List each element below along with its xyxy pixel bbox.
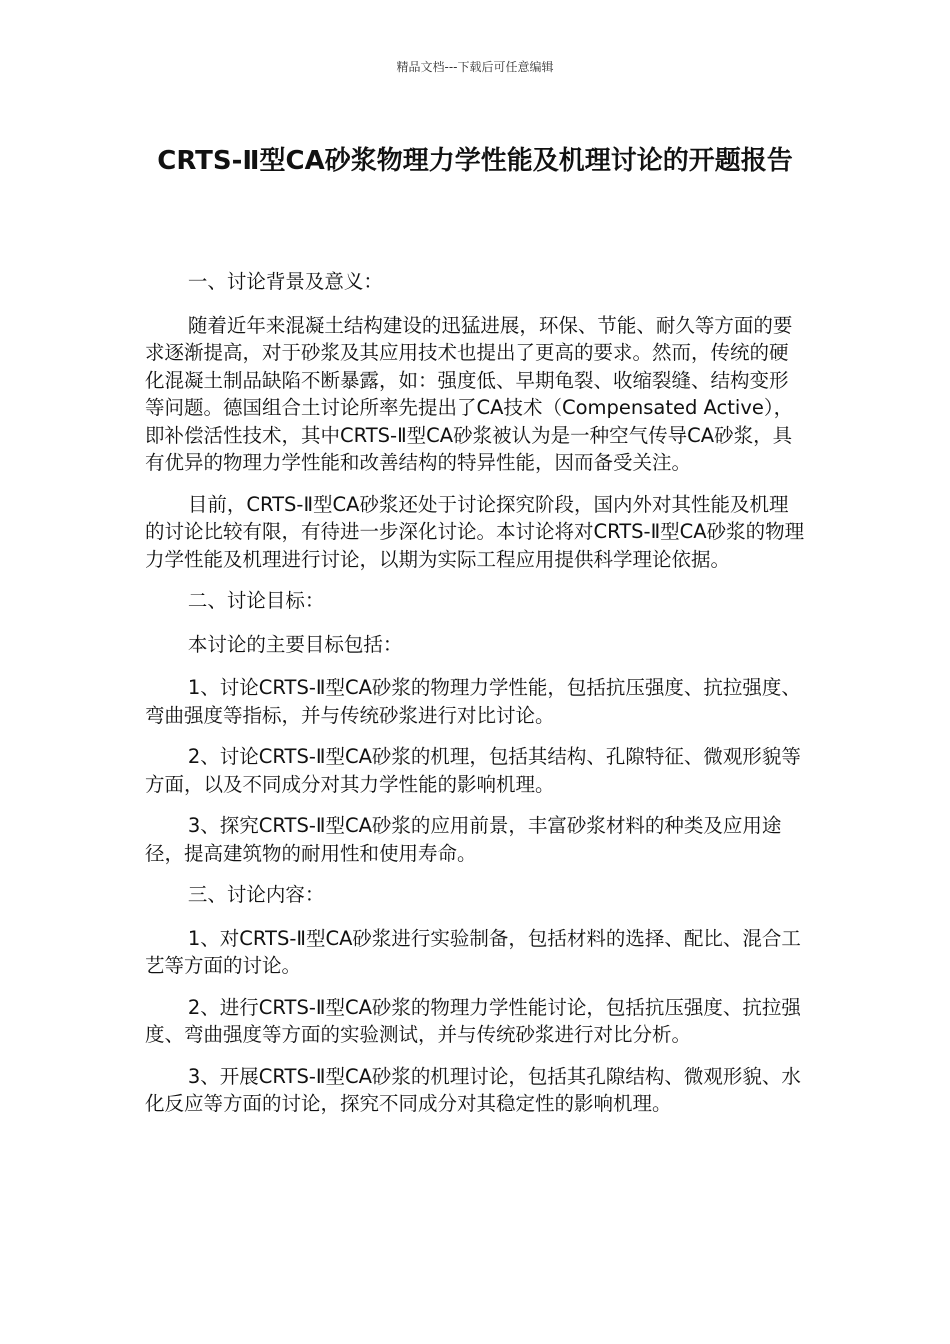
goal-item-1: 1、讨论CRTS-Ⅱ型CA砂浆的物理力学性能，包括抗压强度、抗拉强度、弯曲强度等指标，并与传统砂浆进行对比讨论。 bbox=[145, 676, 801, 727]
section-heading-background: 一、讨论背景及意义： bbox=[187, 270, 383, 293]
content-item-3: 3、开展CRTS-Ⅱ型CA砂浆的机理讨论，包括其孔隙结构、微观形貌、水化反应等方面的讨论，探究不同成分对其稳定性的影响机理。 bbox=[145, 1064, 801, 1115]
goal-item-3: 3、探究CRTS-Ⅱ型CA砂浆的应用前景，丰富砂浆材料的种类及应用途径，提高建筑物的耐用性和使用寿命。 bbox=[145, 814, 782, 865]
header-note: 精品文档---下载后可任意编辑 bbox=[396, 60, 554, 74]
section-heading-content: 三、讨论内容： bbox=[187, 883, 325, 906]
paragraph-goals-intro: 本讨论的主要目标包括： bbox=[187, 632, 403, 656]
section-heading-goals: 二、讨论目标： bbox=[187, 589, 325, 612]
document-body bbox=[145, 268, 807, 1132]
content-item-1: 1、对CRTS-Ⅱ型CA砂浆进行实验制备，包括材料的选择、配比、混合工艺等方面的讨论。 bbox=[145, 926, 801, 977]
goal-item-2: 2、讨论CRTS-Ⅱ型CA砂浆的机理，包括其结构、孔隙特征、微观形貌等方面，以及不同成分对其力学性能的影响机理。 bbox=[145, 745, 801, 796]
content-item-2: 2、进行CRTS-Ⅱ型CA砂浆的物理力学性能讨论，包括抗压强度、抗拉强度、弯曲强度等方面的实验测试，并与传统砂浆进行对比分析。 bbox=[145, 995, 801, 1046]
paragraph-background-1: 随着近年来混凝土结构建设的迅猛进展，环保、节能、耐久等方面的要求逐渐提高，对于砂浆及其应用技术也提出了更高的要求。然而，传统的硬化混凝土制品缺陷不断暴露，如：强度低、早期龟裂、收缩裂缝、结构变形等问题。德国组合土讨论所率先提出了CA技术（Compensated Active），即补偿活性技术，其中CRTS-Ⅱ型CA砂浆被认为是一种空气传导CA砂浆，具有优异的物理力学性能和改善结构的特异性能，因而备受关注。 bbox=[145, 313, 794, 474]
document-title: CRTS-Ⅱ型CA砂浆物理力学性能及机理讨论的开题报告 bbox=[157, 146, 793, 176]
paragraph-background-2: 目前，CRTS-Ⅱ型CA砂浆还处于讨论探究阶段，国内外对其性能及机理的讨论比较有限，有待进一步深化讨论。本讨论将对CRTS-Ⅱ型CA砂浆的物理力学性能及机理进行讨论，以期为实际工程应用提供科学理论依据。 bbox=[145, 492, 805, 571]
